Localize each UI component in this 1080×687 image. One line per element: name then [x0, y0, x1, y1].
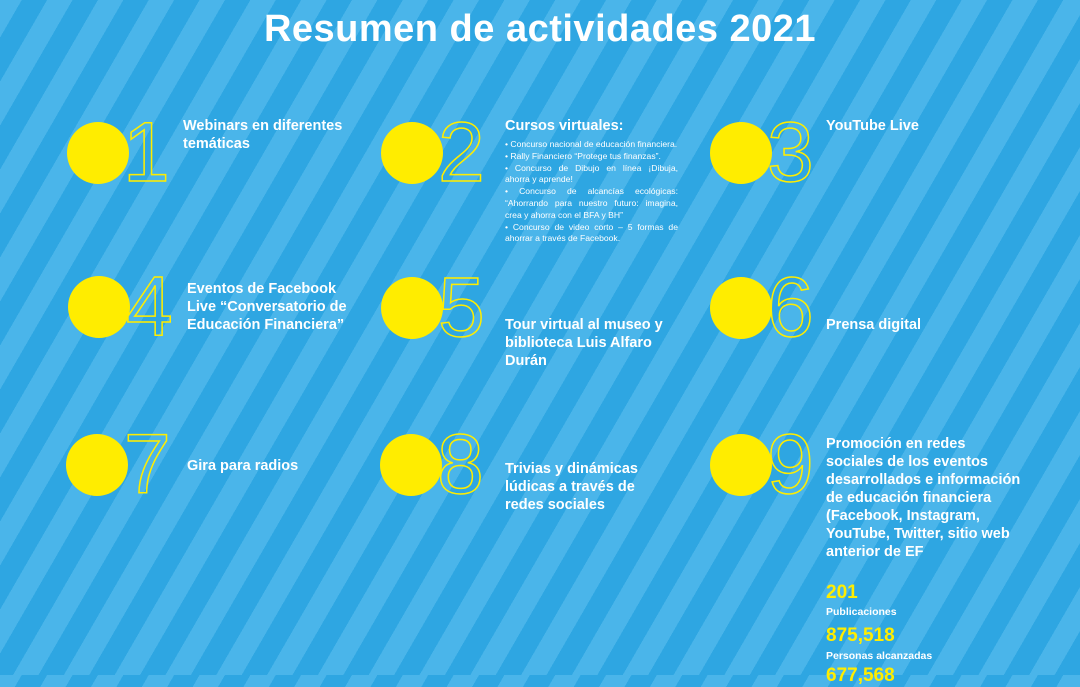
yellow-circle-icon	[67, 122, 129, 184]
number-4-outline: 4	[126, 259, 173, 353]
activity-label-3: YouTube Live	[826, 118, 919, 134]
course-list	[505, 139, 678, 245]
number-3-outline: 3	[767, 105, 814, 199]
number-1-outline: 1	[123, 105, 170, 199]
course-item: • Concurso de alcancías ecológicas: “Ahorrando para nuestro futuro: imagina, crea y ahorra con el BFA y BH”	[505, 186, 678, 221]
course-item: • Concurso de video corto – 5 formas de ahorrar a través de Facebook.	[505, 222, 678, 246]
yellow-circle-icon	[381, 122, 443, 184]
activity-label-6: Prensa digital	[826, 317, 922, 333]
yellow-circle-icon	[380, 434, 442, 496]
activity-label-8: Trivias y dinámicas lúdicas a través de redes sociales	[505, 461, 638, 513]
stat-value-reach: 875,518	[826, 625, 895, 646]
stat-label-publications: Publicaciones	[826, 606, 897, 618]
yellow-circle-icon	[66, 434, 128, 496]
course-item: • Concurso de Dibujo en línea ¡Dibuja, ahorra y aprende!	[505, 163, 678, 187]
yellow-circle-icon	[710, 122, 772, 184]
number-8-outline: 8	[437, 417, 484, 511]
yellow-circle-icon	[710, 434, 772, 496]
course-item: • Rally Financiero “Protege tus finanzas”.	[505, 151, 678, 163]
number-5-outline: 5	[438, 260, 485, 354]
number-2-outline: 2	[438, 105, 485, 199]
page-title: Resumen de actividades 2021	[263, 8, 817, 50]
stat-value-third: 677,568	[826, 665, 895, 686]
activity-label-4: Eventos de Facebook Live “Conversatorio de Educación Financiera”	[187, 281, 347, 333]
number-7-outline: 7	[124, 417, 171, 511]
activity-label-9: Promoción en redes sociales de los eventos desarrollados e información de educación financiera (Facebook, Instagram, YouTube, Twitter, sitio web anterior de EF	[826, 436, 1021, 560]
yellow-circle-icon	[381, 277, 443, 339]
activity-label-5: Tour virtual al museo y biblioteca Luis Alfaro Durán	[505, 317, 663, 369]
stat-label-reach: Personas alcanzadas	[826, 650, 933, 662]
yellow-circle-icon	[68, 276, 130, 338]
activity-label-1: Webinars en diferentes temáticas	[183, 118, 343, 152]
stat-value-publications: 201	[826, 582, 858, 603]
course-item: • Concurso nacional de educación financiera.	[505, 139, 678, 151]
number-9-outline: 9	[767, 417, 814, 511]
number-6-outline: 6	[767, 260, 814, 354]
activity-label-7: Gira para radios	[187, 458, 299, 474]
activity-label-2: Cursos virtuales:	[505, 118, 624, 134]
yellow-circle-icon	[710, 277, 772, 339]
